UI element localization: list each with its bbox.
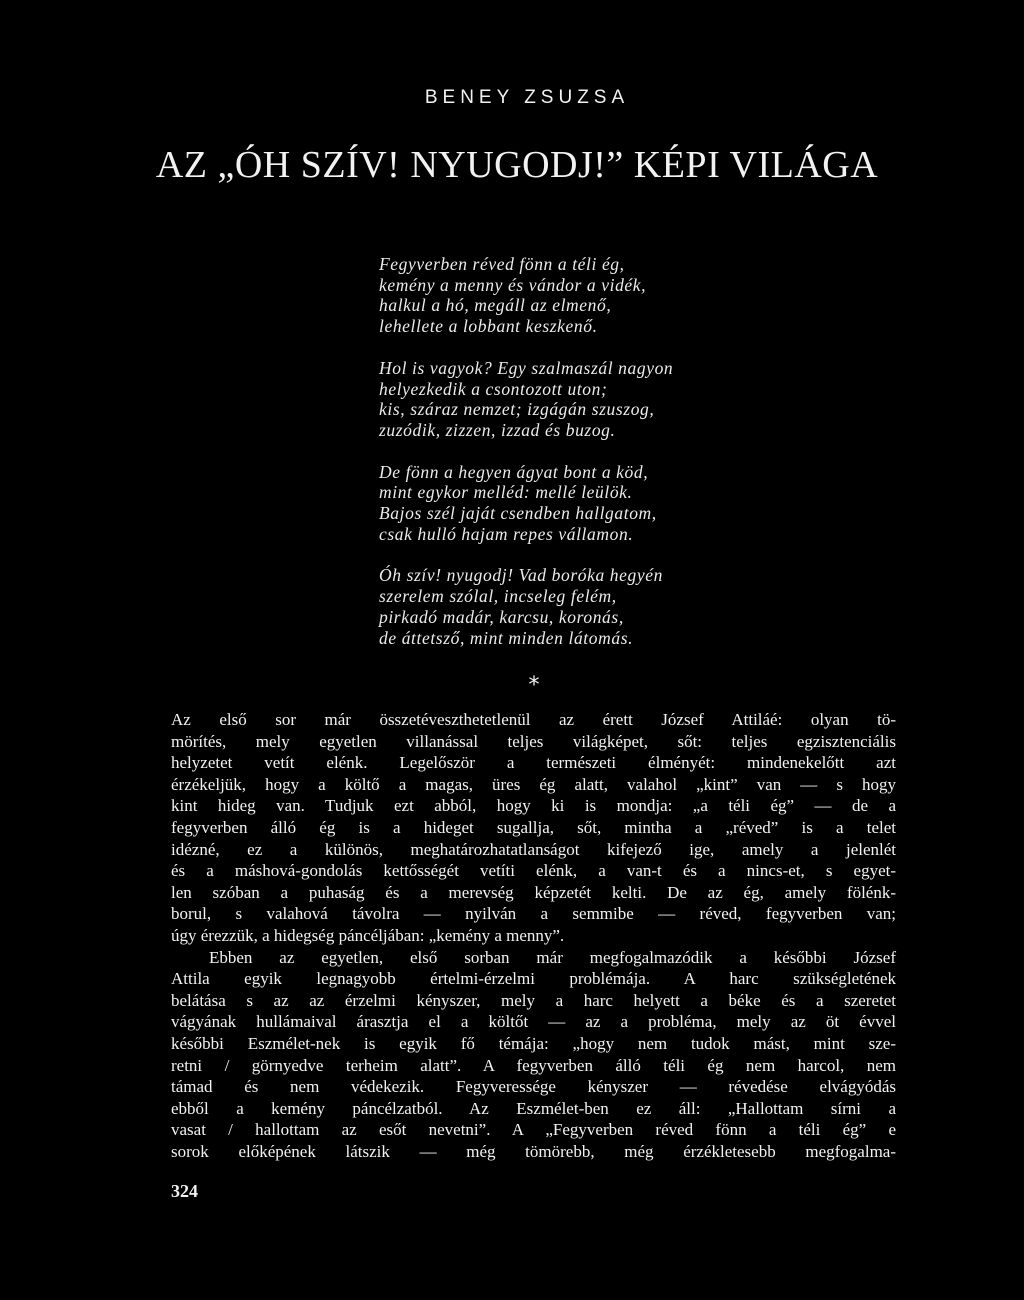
- poem-line: pirkadó madár, karcsu, koronás,: [379, 606, 624, 627]
- poem-line: csak hulló hajam repes vállamon.: [379, 523, 634, 544]
- text-line: retni / görnyedve terheim alatt”. A fegyverben álló téli ég nem harcol, nem: [171, 1055, 896, 1075]
- poem-stanza-4: [379, 565, 799, 648]
- text-line: len szóban a puhaság és a merevség képzetét kelti. De az ég, amely fölénk-: [171, 882, 896, 902]
- poem-line: zuzódik, zizzen, izzad és buzog.: [379, 419, 616, 440]
- poem: [379, 254, 799, 669]
- text-line: Ebben az egyetlen, első sorban már megfogalmazódik a későbbi József: [209, 947, 896, 967]
- text-line: mörítés, mely egyetlen villanással teljes világképet, sőt: teljes egzisztenciális: [171, 731, 896, 751]
- author-name: BENEY ZSUZSA: [424, 87, 630, 108]
- text-line: későbbi Eszmélet-nek is egyik fő témája: „hogy nem tudok mást, mint sze-: [171, 1033, 896, 1053]
- poem-line: kemény a menny és vándor a vidék,: [379, 274, 647, 295]
- poem-stanza-2: [379, 358, 799, 441]
- poem-line: De fönn a hegyen ágyat bont a köd,: [379, 461, 649, 482]
- poem-line: helyezkedik a csontozott uton;: [379, 378, 608, 399]
- poem-line: halkul a hó, megáll az elmenő,: [379, 295, 612, 316]
- text-line: vasat / hallottam az esőt nevetni”. A „Fegyverben réved fönn a téli ég” e: [171, 1120, 896, 1140]
- poem-line: kis, száraz nemzet; izgágán szuszog,: [379, 399, 655, 420]
- text-line: támad és nem védekezik. Fegyveressége kényszer — révedése elvágyódás: [171, 1077, 896, 1097]
- text-line: borul, s valahová távolra — nyilván a semmibe — réved, fegyverben van;: [171, 904, 896, 924]
- text-line: ebből a kemény páncélzatból. Az Eszmélet-ben ez áll: „Hallottam sírni a: [171, 1098, 896, 1118]
- page-number: 324: [171, 1181, 198, 1201]
- poem-line: Hol is vagyok? Egy szalmaszál nagyon: [379, 357, 674, 378]
- poem-line: lehellete a lobbant keszkenő.: [379, 316, 598, 337]
- section-separator: *: [528, 673, 540, 698]
- text-line: belátása s az az érzelmi kényszer, mely a harc helyett a béke és a szeretet: [171, 990, 896, 1010]
- poem-line: Óh szív! nyugodj! Vad boróka hegyén: [379, 565, 663, 586]
- article-title: AZ „ÓH SZÍV! NYUGODJ!” KÉPI VILÁGA: [155, 144, 879, 186]
- text-line: helyzetet vetít elénk. Legelőször a természeti élményét: mindenekelőtt azt: [171, 753, 896, 773]
- text-line: fegyverben álló ég is a hideget sugallja, sőt, mintha a „réved” is a telet: [171, 817, 896, 837]
- text-line: érzékeljük, hogy a költő a magas, üres ég alatt, valahol „kint” van — s hogy: [171, 774, 896, 794]
- poem-line: szerelem szólal, incseleg felém,: [379, 586, 617, 607]
- text-line: idézné, ez a különös, meghatározhatatlanságot kifejező ige, amely a jelenlét: [171, 839, 896, 859]
- poem-line: mint egykor melléd: mellé leülök.: [379, 482, 633, 503]
- poem-stanza-1: [379, 254, 799, 337]
- text-line: sorok előképének látszik — még tömörebb, még érzékletesebb megfogalma-: [171, 1141, 896, 1161]
- poem-line: Fegyverben réved fönn a téli ég,: [379, 254, 625, 274]
- body-text: [171, 709, 896, 1162]
- poem-stanza-3: [379, 462, 799, 545]
- text-line: és a máshová-gondolás kettősségét vetíti elénk, a van-t és a nincs-et, s egyet-: [171, 861, 896, 881]
- poem-line: Bajos szél jaját csendben hallgatom,: [379, 503, 657, 524]
- poem-line: de áttetsző, mint minden látomás.: [379, 627, 634, 648]
- text-line: Attila egyik legnagyobb értelmi-érzelmi problémája. A harc szükségletének: [171, 969, 896, 989]
- text-line: vágyának hullámaival árasztja el a költőt — az a probléma, mely az öt évvel: [171, 1012, 896, 1032]
- text-line: úgy érezzük, a hidegség páncéljában: „kemény a menny”.: [171, 925, 565, 945]
- text-line: Az első sor már összetéveszthetetlenül az érett József Attiláé: olyan tö-: [171, 710, 896, 729]
- text-line: kint hideg van. Tudjuk ezt abból, hogy ki is mondja: „a téli ég” — de a: [171, 796, 896, 816]
